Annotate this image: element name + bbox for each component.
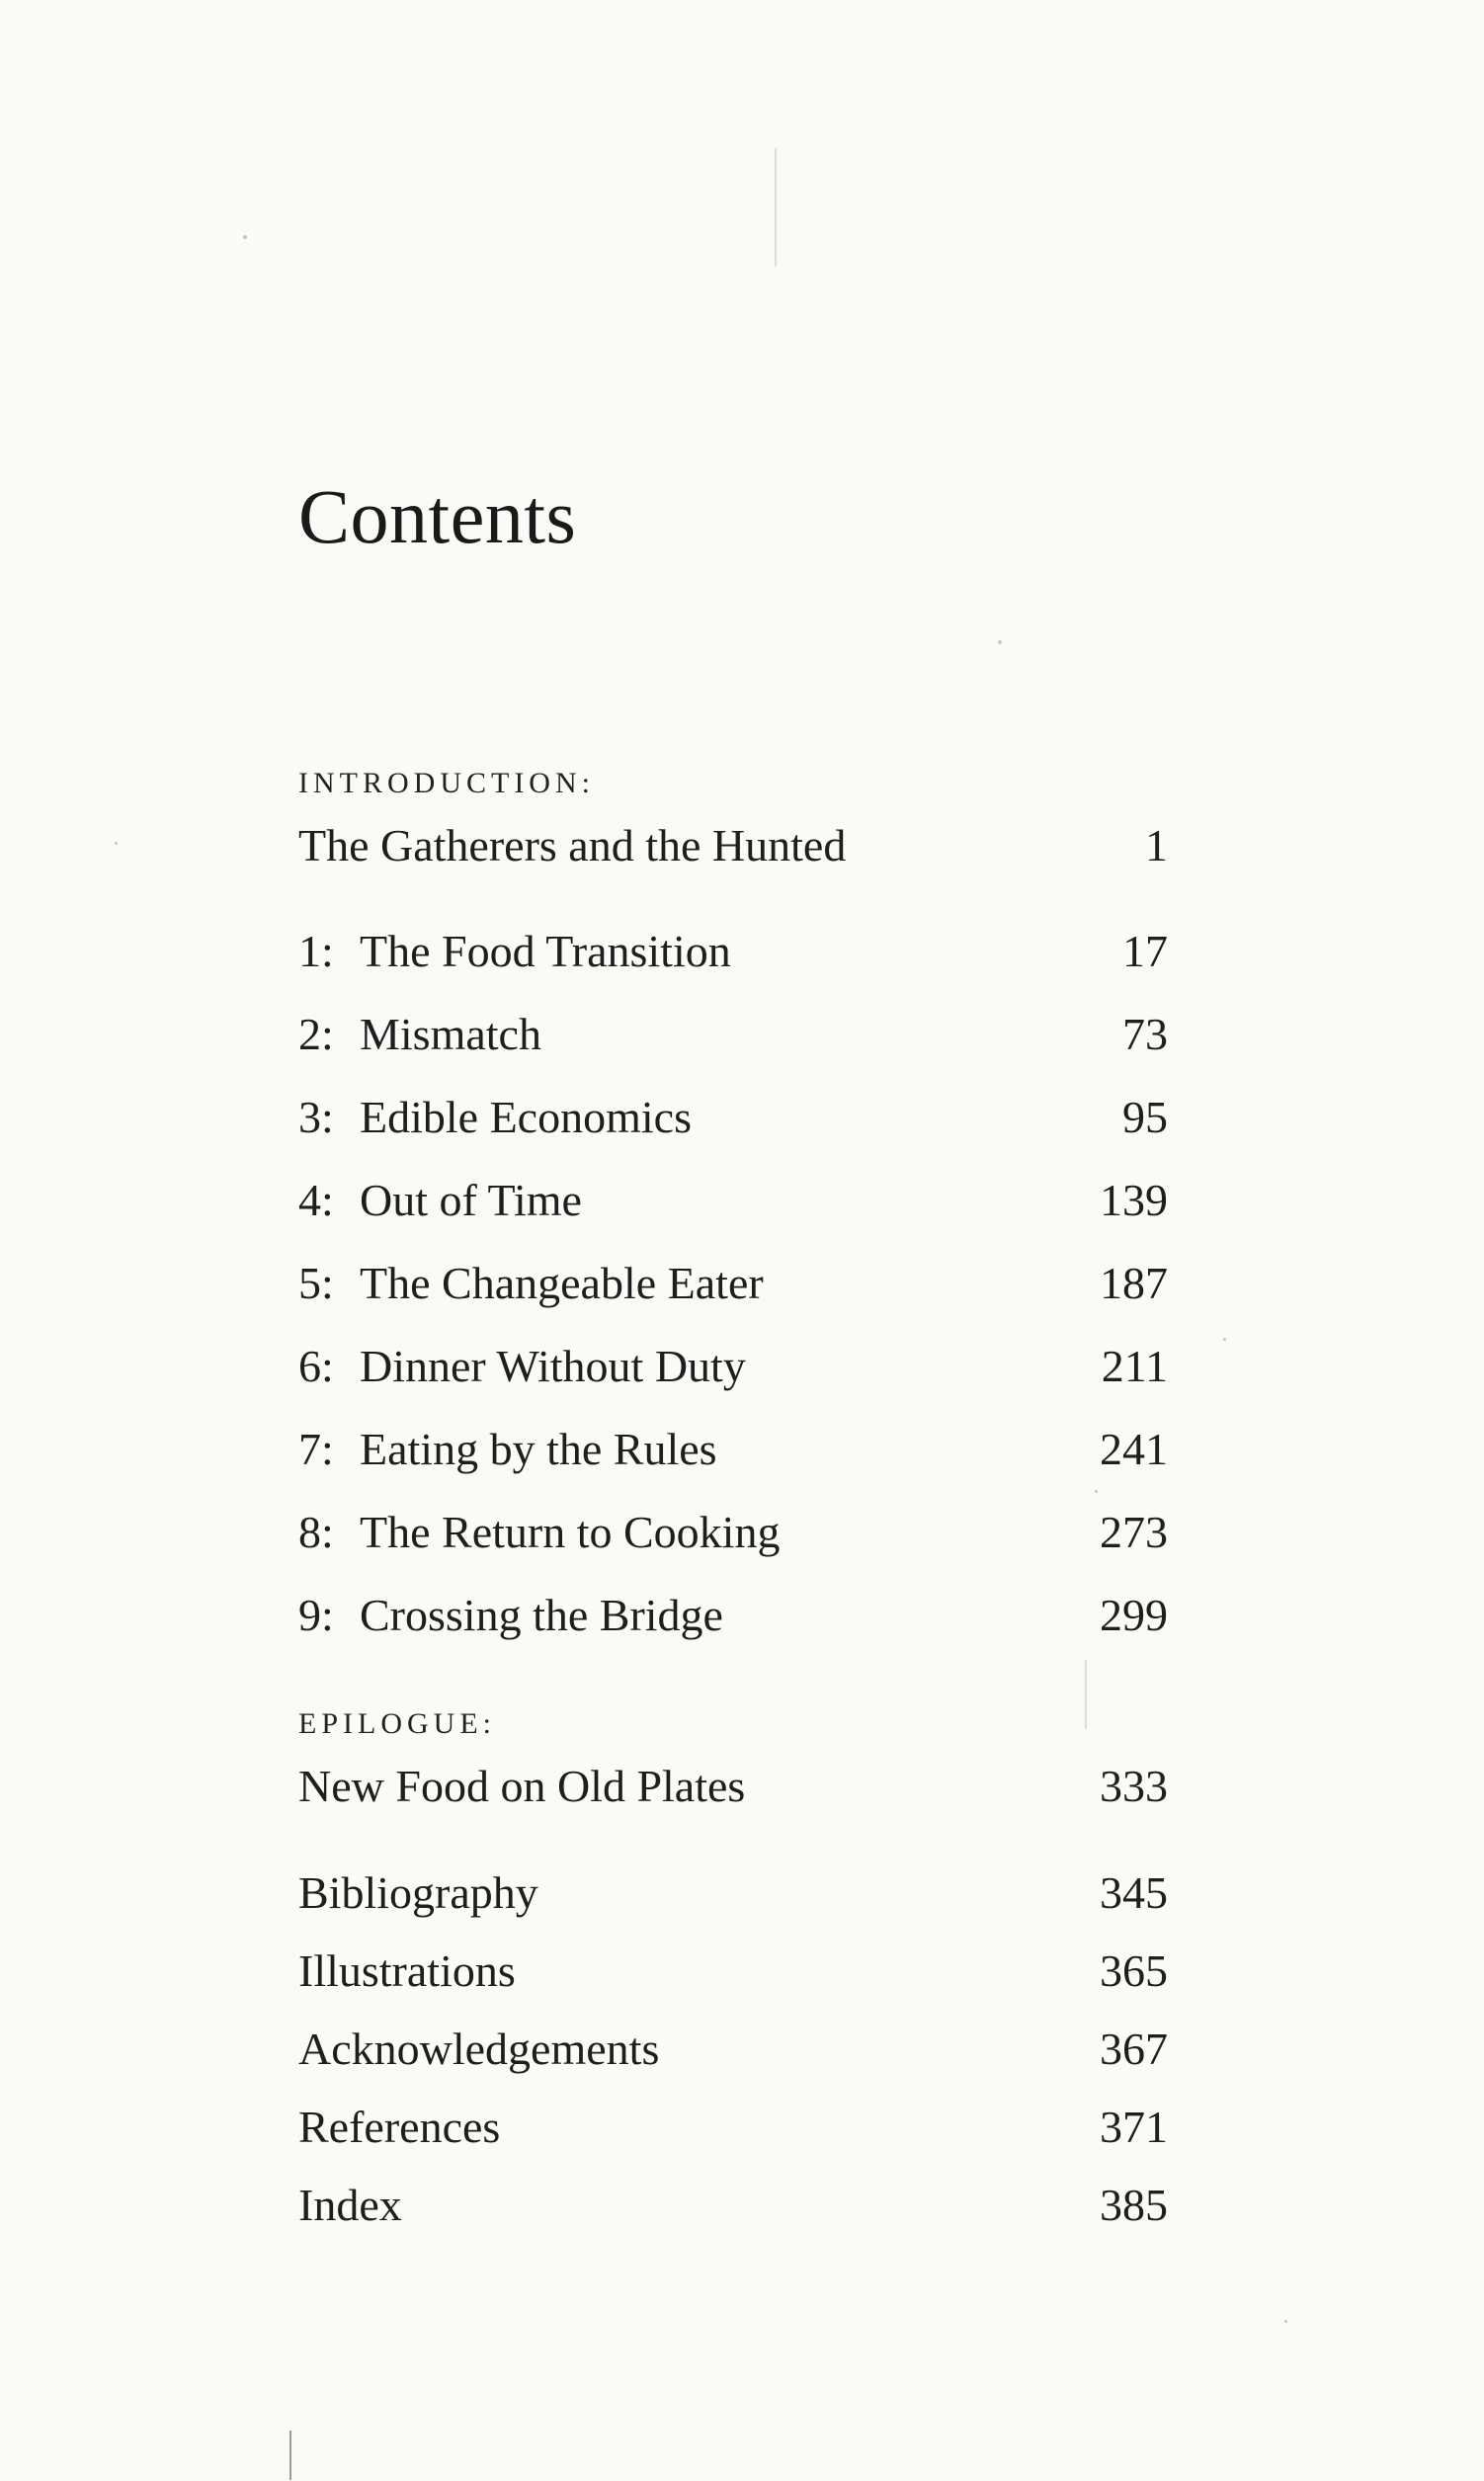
- chapter-number: 7:: [298, 1424, 334, 1474]
- chapter-number: 8:: [298, 1507, 334, 1557]
- introduction-label: INTRODUCTION:: [298, 767, 595, 799]
- epilogue-label: EPILOGUE:: [298, 1707, 496, 1740]
- toc-entry-page: 299: [1100, 1590, 1168, 1640]
- toc-entry-title: The Food Transition: [360, 926, 731, 976]
- toc-entry-page: 73: [1122, 1009, 1168, 1059]
- page-title: Contents: [298, 473, 577, 559]
- toc-entry-title: Acknowledgements: [298, 2024, 660, 2074]
- paper-speck: [1223, 1338, 1226, 1341]
- chapter-number: 3:: [298, 1092, 334, 1142]
- toc-entry-page: 345: [1100, 1867, 1168, 1918]
- toc-entry-title: The Return to Cooking: [360, 1507, 781, 1557]
- toc-entry-chapter-8: [298, 1503, 1168, 1562]
- paper-speck: [243, 235, 247, 239]
- paper-speck: [998, 640, 1002, 644]
- toc-entry-title: Dinner Without Duty: [360, 1341, 746, 1391]
- toc-entry-page: 211: [1101, 1341, 1168, 1391]
- toc-entry-page: 187: [1100, 1258, 1168, 1308]
- toc-entry-title: Eating by the Rules: [360, 1424, 717, 1474]
- toc-entry-chapter-5: [298, 1254, 1168, 1313]
- paper-speck: [1284, 2320, 1287, 2323]
- paper-speck: [1095, 1490, 1098, 1493]
- paper-speck: [115, 842, 118, 845]
- toc-entry-title: Illustrations: [298, 1945, 516, 1996]
- toc-entry-title: The Changeable Eater: [360, 1258, 764, 1308]
- toc-entry-title: The Gatherers and the Hunted: [298, 820, 847, 870]
- toc-entry-page: 367: [1100, 2024, 1168, 2074]
- paper-crease: [289, 2431, 291, 2480]
- toc-entry-page: 17: [1122, 926, 1168, 976]
- chapter-number: 2:: [298, 1009, 334, 1059]
- toc-entry-page: 139: [1100, 1175, 1168, 1225]
- toc-entry-title: Mismatch: [360, 1009, 541, 1059]
- toc-entry-acknowledgements: [298, 2020, 1168, 2079]
- toc-entry-page: 333: [1100, 1761, 1168, 1811]
- chapter-number: 5:: [298, 1258, 334, 1308]
- toc-entry-title: New Food on Old Plates: [298, 1761, 746, 1811]
- toc-entry-chapter-2: [298, 1005, 1168, 1064]
- toc-entry-page: 241: [1100, 1424, 1168, 1474]
- toc-entry-chapter-6: [298, 1337, 1168, 1396]
- toc-entry-chapter-9: [298, 1586, 1168, 1645]
- paper-crease: [775, 148, 777, 267]
- toc-entry-page: 371: [1100, 2102, 1168, 2152]
- toc-entry-page: 273: [1100, 1507, 1168, 1557]
- toc-entry-introduction: [298, 816, 1168, 875]
- toc-entry-page: 95: [1122, 1092, 1168, 1142]
- toc-entry-title: Bibliography: [298, 1867, 538, 1918]
- toc-entry-chapter-4: [298, 1171, 1168, 1230]
- toc-entry-index: [298, 2176, 1168, 2235]
- chapter-number: 9:: [298, 1590, 334, 1640]
- toc-entry-title: Crossing the Bridge: [360, 1590, 723, 1640]
- toc-entry-chapter-3: [298, 1088, 1168, 1147]
- toc-entry-page: 365: [1100, 1945, 1168, 1996]
- toc-entry-bibliography: [298, 1863, 1168, 1923]
- toc-entry-title: Index: [298, 2180, 402, 2230]
- toc-entry-chapter-1: [298, 922, 1168, 981]
- toc-entry-page: 385: [1100, 2180, 1168, 2230]
- toc-entry-illustrations: [298, 1942, 1168, 2001]
- chapter-number: 4:: [298, 1175, 334, 1225]
- toc-entry-references: [298, 2098, 1168, 2157]
- toc-entry-epilogue: [298, 1757, 1168, 1816]
- toc-entry-page: 1: [1145, 820, 1168, 870]
- toc-entry-title: Out of Time: [360, 1175, 582, 1225]
- toc-entry-title: References: [298, 2102, 501, 2152]
- toc-entry-chapter-7: [298, 1420, 1168, 1479]
- toc-entry-title: Edible Economics: [360, 1092, 692, 1142]
- chapter-number: 6:: [298, 1341, 334, 1391]
- chapter-number: 1:: [298, 926, 334, 976]
